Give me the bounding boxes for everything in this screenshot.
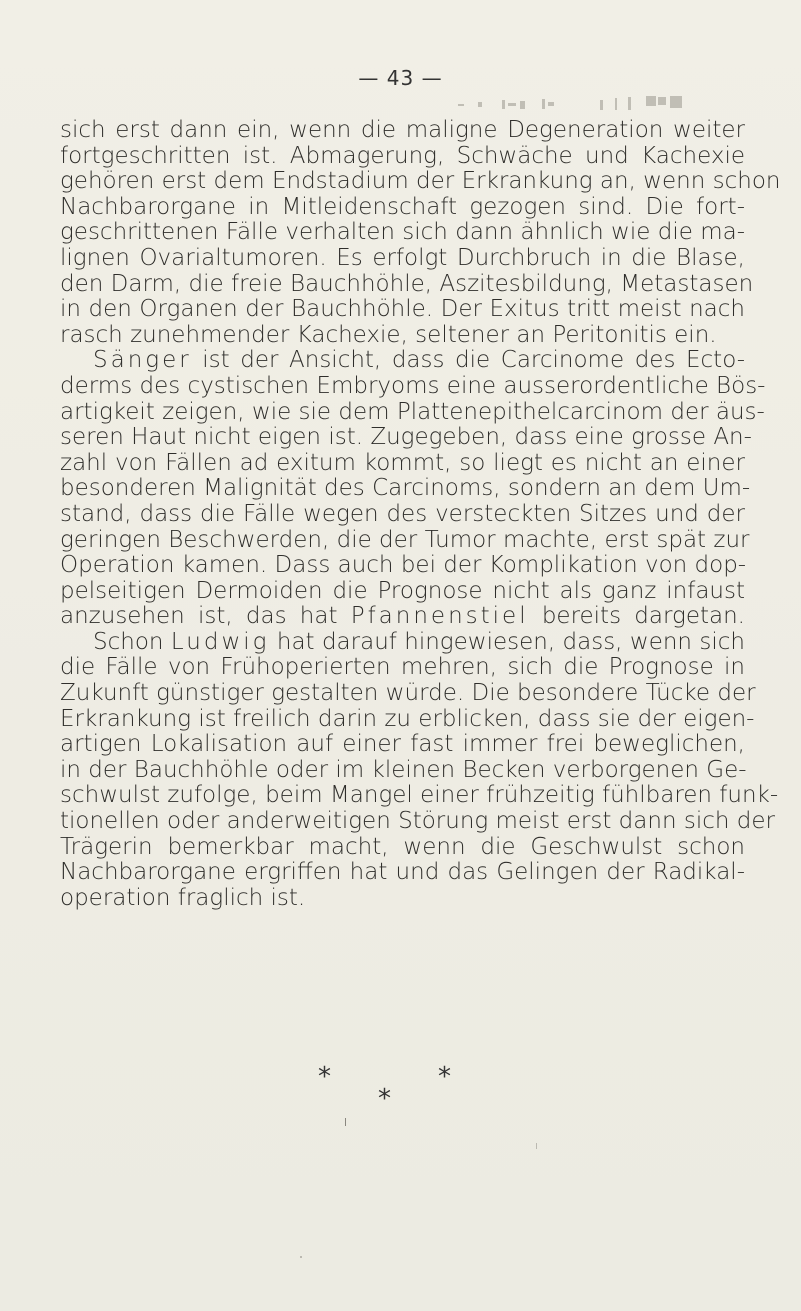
paper-speck	[345, 1118, 346, 1126]
text-line: Trägerin bemerkbar macht, wenn die Geschwulst schon	[60, 833, 745, 860]
text-fragment: anzusehen ist, das hat	[60, 603, 351, 630]
paper-speck	[536, 1143, 537, 1149]
page-number: — 43 —	[358, 66, 443, 90]
text-line: Operation kamen. Dass auch bei der Komplikation von dop-	[60, 552, 747, 579]
bleed-through-marks	[450, 94, 690, 116]
text-line: besonderen Malignität des Carcinoms, sondern an dem Um-	[60, 475, 751, 502]
asterisk: *	[378, 1084, 391, 1114]
asterisk: *	[438, 1062, 451, 1092]
text-line: tionellen oder anderweitigen Störung meist erst dann sich der	[60, 808, 775, 835]
text-line: lignen Ovarialtumoren. Es erfolgt Durchbruch in die Blase,	[60, 244, 745, 271]
author-name-ludwig: Ludwig	[170, 628, 270, 655]
text-line: pelseitigen Dermoiden die Prognose nicht als ganz infaust	[60, 577, 745, 604]
text-line: in den Organen der Bauchhöhle. Der Exitus tritt meist nach	[60, 296, 745, 323]
author-name-saenger: Sänger	[93, 347, 192, 374]
text-line	[60, 348, 745, 374]
author-name-pfannenstiel: Pfannenstiel	[350, 603, 529, 630]
text-line: operation fraglich ist.	[60, 884, 306, 911]
text-line	[60, 630, 745, 656]
text-line: schwulst zufolge, beim Mangel einer frühzeitig fühlbaren funk-	[60, 782, 779, 809]
body-text	[60, 117, 781, 911]
text-line	[60, 604, 745, 630]
text-line: stand, dass die Fälle wegen des versteckten Sitzes und der	[60, 500, 745, 527]
text-line: in der Bauchhöhle oder im kleinen Becken verborgenen Ge-	[60, 756, 747, 783]
text-line: artigen Lokalisation auf einer fast immer frei beweglichen,	[60, 731, 745, 758]
text-line: Nachbarorgane in Mitleidenschaft gezogen sind. Die fort-	[60, 193, 745, 220]
text-fragment: bereits dargetan.	[528, 603, 745, 630]
paper-speck	[300, 1256, 302, 1258]
text-line: sich erst dann ein, wenn die maligne Degeneration weiter	[60, 117, 745, 143]
text-line: rasch zunehmender Kachexie, seltener an Peritonitis ein.	[60, 321, 717, 348]
text-line: die Fälle von Frühoperierten mehren, sich die Prognose in	[60, 654, 745, 681]
text-fragment: ist der Ansicht, dass die Carcinome des Ecto-	[191, 347, 745, 374]
text-line: seren Haut nicht eigen ist. Zugegeben, dass eine grosse An-	[60, 424, 752, 451]
asterisk: *	[318, 1062, 331, 1092]
text-line: Nachbarorgane ergriffen hat und das Gelingen der Radikal-	[60, 859, 745, 886]
text-fragment: Schon	[93, 628, 171, 655]
text-line: Zukunft günstiger gestalten würde. Die besondere Tücke der	[60, 680, 756, 707]
text-line: den Darm, die freie Bauchhöhle, Aszitesbildung, Metastasen	[60, 270, 754, 297]
section-divider-asterisks	[0, 1062, 801, 1122]
text-fragment: hat darauf hingewiesen, dass, wenn sich	[269, 628, 745, 655]
text-line: geringen Beschwerden, die der Tumor machte, erst spät zur	[60, 526, 750, 553]
text-line: zahl von Fällen ad exitum kommt, so liegt es nicht an einer	[60, 449, 745, 476]
text-line: fortgeschritten ist. Abmagerung, Schwäche und Kachexie	[60, 142, 745, 169]
text-line: artigkeit zeigen, wie sie dem Plattenepithelcarcinom der äus-	[60, 398, 765, 425]
text-line: derms des cystischen Embryoms eine ausserordentliche Bös-	[60, 372, 766, 399]
text-line: gehören erst dem Endstadium der Erkrankung an, wenn schon	[60, 168, 781, 195]
text-line: Erkrankung ist freilich darin zu erblicken, dass sie der eigen-	[60, 705, 755, 732]
text-line: geschrittenen Fälle verhalten sich dann ähnlich wie die ma-	[60, 219, 745, 246]
